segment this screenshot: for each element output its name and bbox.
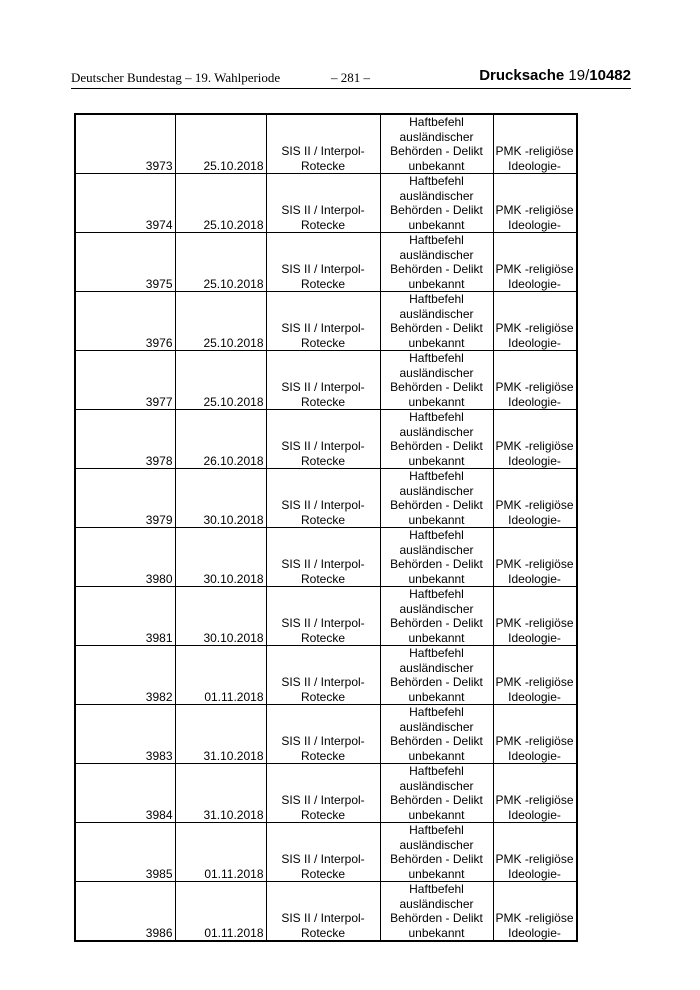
source-cell-text: Rotecke	[300, 925, 346, 940]
date-cell-text: 30.10.2018	[203, 512, 264, 527]
row-number-cell-text: 3983	[145, 748, 173, 763]
category-cell	[493, 114, 577, 174]
table-row	[75, 882, 577, 942]
row-number-cell-text: 3977	[145, 394, 173, 409]
basis-cell-text: Behörden - Delikt	[390, 734, 483, 748]
category-cell-text: Ideologie-	[508, 925, 561, 940]
row-number-cell	[75, 882, 175, 942]
category-cell-text: Ideologie-	[508, 748, 561, 763]
date-cell	[175, 646, 266, 705]
category-cell	[493, 587, 577, 646]
source-cell	[266, 882, 380, 942]
row-number-cell	[75, 764, 175, 823]
basis-cell-text: ausländischer	[399, 306, 474, 321]
table-row	[75, 114, 577, 174]
row-number-cell	[75, 292, 175, 351]
basis-cell-text: Behörden - Delikt	[390, 911, 483, 925]
date-cell	[175, 174, 266, 233]
source-cell	[266, 233, 380, 292]
basis-cell	[380, 174, 493, 233]
table-row	[75, 292, 577, 351]
category-cell-text: Ideologie-	[508, 394, 561, 409]
basis-cell	[380, 764, 493, 823]
basis-cell-text: Behörden - Delikt	[390, 144, 483, 158]
source-cell	[266, 646, 380, 705]
category-cell	[493, 233, 577, 292]
source-cell-text: SIS II / Interpol-	[281, 557, 365, 571]
date-cell-text: 26.10.2018	[203, 453, 264, 468]
category-cell-text: PMK -religiöse	[495, 852, 574, 866]
date-cell	[175, 528, 266, 587]
row-number-cell	[75, 351, 175, 410]
basis-cell-text: ausländischer	[399, 365, 474, 380]
source-cell-text: Rotecke	[300, 158, 346, 173]
basis-cell-text: ausländischer	[399, 837, 474, 852]
category-cell-text: PMK -religiöse	[495, 911, 574, 925]
category-cell-text: PMK -religiöse	[495, 380, 574, 394]
category-cell-text: PMK -religiöse	[495, 734, 574, 748]
source-cell	[266, 823, 380, 882]
source-cell-text: SIS II / Interpol-	[281, 321, 365, 335]
row-number-cell	[75, 174, 175, 233]
table-row	[75, 410, 577, 469]
basis-cell-text: ausländischer	[399, 542, 474, 557]
category-cell	[493, 469, 577, 528]
date-cell-text: 31.10.2018	[203, 748, 264, 763]
category-cell-text: PMK -religiöse	[495, 498, 574, 512]
basis-cell-text: Haftbefehl	[409, 351, 464, 365]
basis-cell-text: Behörden - Delikt	[390, 675, 483, 689]
source-cell	[266, 587, 380, 646]
category-cell-text: PMK -religiöse	[495, 144, 574, 158]
basis-cell-text: Haftbefehl	[409, 823, 464, 837]
source-cell-text: Rotecke	[300, 689, 346, 704]
source-cell-text: Rotecke	[300, 630, 346, 645]
basis-cell-text: Behörden - Delikt	[390, 616, 483, 630]
document-id: 10482	[589, 67, 631, 84]
source-cell	[266, 410, 380, 469]
date-cell	[175, 410, 266, 469]
basis-cell	[380, 646, 493, 705]
row-number-cell-text: 3984	[145, 807, 173, 822]
source-cell	[266, 292, 380, 351]
date-cell-text: 25.10.2018	[203, 335, 264, 350]
source-cell-text: Rotecke	[300, 748, 346, 763]
basis-cell	[380, 292, 493, 351]
data-table	[74, 113, 578, 942]
basis-cell-text: unbekannt	[408, 217, 465, 232]
page-header	[71, 66, 631, 89]
table-row	[75, 233, 577, 292]
source-cell	[266, 114, 380, 174]
row-number-cell-text: 3978	[145, 453, 173, 468]
basis-cell-text: ausländischer	[399, 424, 474, 439]
category-cell-text: Ideologie-	[508, 866, 561, 881]
category-cell-text: PMK -religiöse	[495, 321, 574, 335]
source-cell-text: Rotecke	[300, 276, 346, 291]
basis-cell-text: Behörden - Delikt	[390, 439, 483, 453]
date-cell	[175, 469, 266, 528]
row-number-cell	[75, 528, 175, 587]
basis-cell-text: unbekannt	[408, 394, 465, 409]
basis-cell-text: Haftbefehl	[409, 528, 464, 542]
source-cell-text: Rotecke	[300, 335, 346, 350]
basis-cell-text: unbekannt	[408, 571, 465, 586]
basis-cell-text: unbekannt	[408, 453, 465, 468]
basis-cell-text: unbekannt	[408, 748, 465, 763]
source-cell-text: Rotecke	[300, 394, 346, 409]
basis-cell-text: ausländischer	[399, 601, 474, 616]
basis-cell-text: ausländischer	[399, 483, 474, 498]
category-cell-text: Ideologie-	[508, 512, 561, 527]
basis-cell-text: Haftbefehl	[409, 410, 464, 424]
row-number-cell-text: 3980	[145, 571, 173, 586]
basis-cell-text: unbekannt	[408, 925, 465, 940]
basis-cell-text: Haftbefehl	[409, 292, 464, 306]
date-cell-text: 01.11.2018	[204, 866, 264, 881]
row-number-cell-text: 3985	[145, 866, 173, 881]
basis-cell-text: Behörden - Delikt	[390, 557, 483, 571]
category-cell	[493, 410, 577, 469]
table-row	[75, 823, 577, 882]
date-cell-text: 25.10.2018	[203, 394, 264, 409]
row-number-cell	[75, 410, 175, 469]
basis-cell-text: ausländischer	[399, 778, 474, 793]
row-number-cell-text: 3974	[145, 217, 173, 232]
basis-cell-text: ausländischer	[399, 660, 474, 675]
source-cell-text: Rotecke	[300, 866, 346, 881]
header-title: Deutscher Bundestag – 19. Wahlperiode	[71, 70, 281, 85]
source-cell-text: SIS II / Interpol-	[281, 734, 365, 748]
category-cell-text: Ideologie-	[508, 453, 561, 468]
basis-cell-text: ausländischer	[399, 719, 474, 734]
source-cell	[266, 469, 380, 528]
category-cell-text: PMK -religiöse	[495, 439, 574, 453]
source-cell-text: SIS II / Interpol-	[281, 911, 365, 925]
basis-cell-text: Haftbefehl	[409, 646, 464, 660]
basis-cell-text: Behörden - Delikt	[390, 321, 483, 335]
category-cell-text: Ideologie-	[508, 807, 561, 822]
date-cell	[175, 823, 266, 882]
basis-cell	[380, 233, 493, 292]
table-body	[75, 114, 577, 941]
category-cell	[493, 764, 577, 823]
date-cell-text: 25.10.2018	[203, 158, 264, 173]
basis-cell-text: unbekannt	[408, 276, 465, 291]
source-cell-text: Rotecke	[300, 807, 346, 822]
category-cell	[493, 351, 577, 410]
source-cell	[266, 351, 380, 410]
source-cell-text: Rotecke	[300, 571, 346, 586]
category-cell	[493, 705, 577, 764]
source-cell-text: SIS II / Interpol-	[281, 203, 365, 217]
basis-cell-text: unbekannt	[408, 335, 465, 350]
source-cell-text: Rotecke	[300, 453, 346, 468]
row-number-cell	[75, 469, 175, 528]
basis-cell	[380, 351, 493, 410]
category-cell	[493, 882, 577, 942]
source-cell-text: SIS II / Interpol-	[281, 852, 365, 866]
category-cell-text: PMK -religiöse	[495, 262, 574, 276]
date-cell-text: 01.11.2018	[204, 689, 264, 704]
basis-cell	[380, 823, 493, 882]
source-cell-text: SIS II / Interpol-	[281, 793, 365, 807]
category-cell	[493, 528, 577, 587]
row-number-cell-text: 3986	[145, 925, 173, 940]
table-row	[75, 351, 577, 410]
basis-cell-text: unbekannt	[408, 158, 465, 173]
category-cell-text: Ideologie-	[508, 335, 561, 350]
date-cell-text: 31.10.2018	[203, 807, 264, 822]
category-cell	[493, 292, 577, 351]
category-cell-text: PMK -religiöse	[495, 203, 574, 217]
table-row	[75, 587, 577, 646]
basis-cell-text: Behörden - Delikt	[390, 262, 483, 276]
category-cell-text: Ideologie-	[508, 217, 561, 232]
document-period: 19/	[564, 67, 590, 84]
basis-cell-text: Haftbefehl	[409, 115, 464, 129]
table-row	[75, 174, 577, 233]
source-cell	[266, 705, 380, 764]
source-cell-text: Rotecke	[300, 217, 346, 232]
category-cell	[493, 646, 577, 705]
table-row	[75, 646, 577, 705]
basis-cell-text: Haftbefehl	[409, 469, 464, 483]
date-cell-text: 25.10.2018	[203, 276, 264, 291]
source-cell	[266, 764, 380, 823]
date-cell	[175, 705, 266, 764]
source-cell-text: SIS II / Interpol-	[281, 616, 365, 630]
row-number-cell-text: 3976	[145, 335, 173, 350]
date-cell-text: 01.11.2018	[204, 925, 264, 940]
basis-cell-text: Haftbefehl	[409, 587, 464, 601]
date-cell	[175, 764, 266, 823]
basis-cell-text: Behörden - Delikt	[390, 793, 483, 807]
basis-cell	[380, 410, 493, 469]
category-cell-text: Ideologie-	[508, 630, 561, 645]
basis-cell-text: Behörden - Delikt	[390, 498, 483, 512]
source-cell-text: SIS II / Interpol-	[281, 675, 365, 689]
basis-cell-text: Haftbefehl	[409, 233, 464, 247]
row-number-cell-text: 3982	[145, 689, 173, 704]
row-number-cell	[75, 114, 175, 174]
basis-cell-text: unbekannt	[408, 807, 465, 822]
table-row	[75, 705, 577, 764]
basis-cell	[380, 587, 493, 646]
basis-cell-text: unbekannt	[408, 866, 465, 881]
date-cell	[175, 292, 266, 351]
source-cell-text: Rotecke	[300, 512, 346, 527]
category-cell-text: Ideologie-	[508, 158, 561, 173]
table-row	[75, 528, 577, 587]
date-cell-text: 30.10.2018	[203, 571, 264, 586]
basis-cell-text: Haftbefehl	[409, 882, 464, 896]
row-number-cell	[75, 233, 175, 292]
basis-cell-text: ausländischer	[399, 188, 474, 203]
date-cell	[175, 233, 266, 292]
date-cell	[175, 114, 266, 174]
source-cell-text: SIS II / Interpol-	[281, 498, 365, 512]
date-cell-text: 25.10.2018	[203, 217, 264, 232]
date-cell	[175, 351, 266, 410]
table-row	[75, 764, 577, 823]
basis-cell-text: Behörden - Delikt	[390, 203, 483, 217]
source-cell-text: SIS II / Interpol-	[281, 144, 365, 158]
row-number-cell	[75, 587, 175, 646]
row-number-cell	[75, 823, 175, 882]
date-cell	[175, 587, 266, 646]
basis-cell	[380, 528, 493, 587]
category-cell-text: Ideologie-	[508, 571, 561, 586]
row-number-cell	[75, 646, 175, 705]
row-number-cell-text: 3973	[145, 158, 173, 173]
basis-cell-text: Haftbefehl	[409, 174, 464, 188]
basis-cell	[380, 705, 493, 764]
category-cell-text: PMK -religiöse	[495, 616, 574, 630]
table-row	[75, 469, 577, 528]
category-cell	[493, 823, 577, 882]
source-cell-text: SIS II / Interpol-	[281, 262, 365, 276]
source-cell	[266, 174, 380, 233]
basis-cell-text: Behörden - Delikt	[390, 380, 483, 394]
page-number: – 281 –	[331, 70, 370, 85]
category-cell	[493, 174, 577, 233]
document-number	[479, 67, 631, 84]
basis-cell	[380, 882, 493, 942]
row-number-cell-text: 3975	[145, 276, 173, 291]
basis-cell	[380, 469, 493, 528]
basis-cell-text: unbekannt	[408, 512, 465, 527]
category-cell-text: Ideologie-	[508, 276, 561, 291]
basis-cell-text: ausländischer	[399, 896, 474, 911]
category-cell-text: PMK -religiöse	[495, 675, 574, 689]
category-cell-text: PMK -religiöse	[495, 793, 574, 807]
basis-cell-text: ausländischer	[399, 129, 474, 144]
row-number-cell-text: 3981	[145, 630, 173, 645]
basis-cell-text: ausländischer	[399, 247, 474, 262]
row-number-cell	[75, 705, 175, 764]
basis-cell-text: Haftbefehl	[409, 705, 464, 719]
date-cell	[175, 882, 266, 942]
source-cell-text: SIS II / Interpol-	[281, 439, 365, 453]
document-label: Drucksache	[479, 67, 565, 84]
row-number-cell-text: 3979	[145, 512, 173, 527]
basis-cell-text: Haftbefehl	[409, 764, 464, 778]
source-cell-text: SIS II / Interpol-	[281, 380, 365, 394]
category-cell-text: PMK -religiöse	[495, 557, 574, 571]
basis-cell-text: Behörden - Delikt	[390, 852, 483, 866]
date-cell-text: 30.10.2018	[203, 630, 264, 645]
basis-cell-text: unbekannt	[408, 630, 465, 645]
basis-cell	[380, 114, 493, 174]
source-cell	[266, 528, 380, 587]
category-cell-text: Ideologie-	[508, 689, 561, 704]
basis-cell-text: unbekannt	[408, 689, 465, 704]
